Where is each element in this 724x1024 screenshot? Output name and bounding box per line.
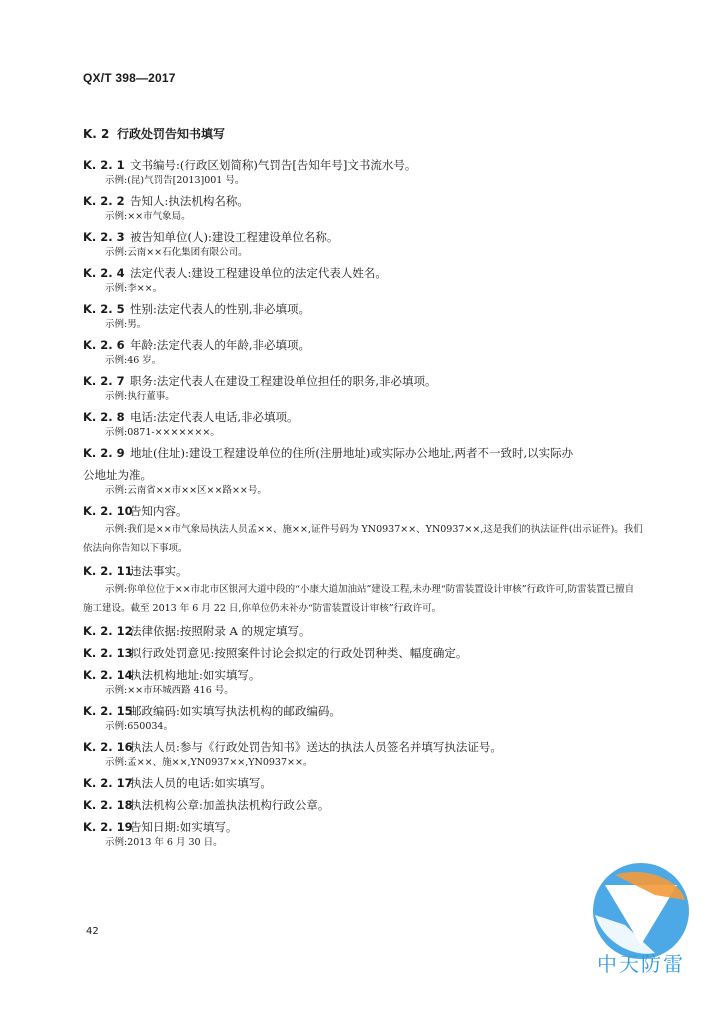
clause-line xyxy=(83,370,643,392)
clause-text: 执法人员:参与《行政处罚告知书》送达的执法人员签名并填写执法证号。 xyxy=(130,740,502,754)
clause-number: K. 2. 18 xyxy=(83,798,133,812)
clause-number: K. 2. 2 xyxy=(83,194,125,208)
clause-example: 示例:(昆)气罚告[2013]001 号。 xyxy=(105,175,245,186)
watermark-text: 中天防雷 xyxy=(597,952,685,976)
clause-text: 法定代表人:建设工程建设单位的法定代表人姓名。 xyxy=(130,266,387,280)
clause-line xyxy=(83,560,643,582)
clause-list xyxy=(83,154,643,852)
clause-example: 示例:0871-×××××××。 xyxy=(105,427,220,438)
clause-text: 告知内容。 xyxy=(130,504,188,518)
clause-number: K. 2. 11 xyxy=(83,564,133,578)
clause-example: 示例:2013 年 6 月 30 日。 xyxy=(105,837,223,848)
clause-text: 法律依据:按照附录 A 的规定填写。 xyxy=(130,624,311,638)
clause-item xyxy=(83,794,643,816)
clause-example: 示例:我们是××市气象局执法人员孟××、施××,证件号码为 YN0937××、YN0937××,这是我们的执法证件(出示证件)。我们依法向你告知以下事项。 xyxy=(83,524,643,554)
clause-example: 示例:××市环城西路 416 号。 xyxy=(105,685,234,696)
section-number: K. 2 xyxy=(83,127,110,141)
clause-example: 示例:执行董事。 xyxy=(105,391,175,402)
clause-number: K. 2. 17 xyxy=(83,776,133,790)
clause-text: 告知人:执法机构名称。 xyxy=(130,194,249,208)
clause-text: 职务:法定代表人在建设工程建设单位担任的职务,非必填项。 xyxy=(130,374,437,388)
clause-item xyxy=(83,772,643,794)
clause-number: K. 2. 13 xyxy=(83,646,133,660)
clause-item xyxy=(83,620,643,642)
clause-example: 示例:孟××、施××,YN0937××,YN0937××。 xyxy=(105,757,313,768)
clause-line xyxy=(83,190,643,212)
clause-text: 邮政编码:如实填写执法机构的邮政编码。 xyxy=(130,704,341,718)
clause-text: 地址(住址):建设工程建设单位的住所(注册地址)或实际办公地址,两者不一致时,以实际办 xyxy=(130,446,574,460)
clause-line xyxy=(83,736,643,758)
clause-item xyxy=(83,226,643,260)
clause-line xyxy=(83,816,643,838)
clause-line xyxy=(83,664,643,686)
clause-item xyxy=(83,736,643,770)
clause-item xyxy=(83,700,643,734)
clause-example: 示例:云南××石化集团有限公司。 xyxy=(105,247,248,258)
clause-text: 执法机构地址:如实填写。 xyxy=(130,668,261,682)
clause-item xyxy=(83,500,643,558)
section-heading xyxy=(83,125,225,142)
clause-line xyxy=(83,262,643,284)
clause-line xyxy=(83,298,643,320)
clause-number: K. 2. 4 xyxy=(83,266,125,280)
clause-number: K. 2. 1 xyxy=(83,158,125,172)
clause-line xyxy=(83,794,643,816)
clause-text: 违法事实。 xyxy=(130,564,188,578)
clause-example: 示例:云南省××市××区××路××号。 xyxy=(105,485,267,496)
clause-number: K. 2. 12 xyxy=(83,624,133,638)
clause-text: 告知日期:如实填写。 xyxy=(130,820,238,834)
clause-item xyxy=(83,406,643,440)
clause-number: K. 2. 3 xyxy=(83,230,125,244)
clause-number: K. 2. 10 xyxy=(83,504,133,518)
clause-item xyxy=(83,298,643,332)
clause-example: 示例:你单位位于××市北市区银河大道中段的“小康大道加油站”建设工程,未办理“防雷装置设计审核”行政许可,防雷装置已擅自施工建设。截至 2013 年 6 月 22 日,你单位仍未补办“防雷装置设计审核”行政许可。 xyxy=(83,584,635,614)
clause-number: K. 2. 7 xyxy=(83,374,125,388)
clause-item xyxy=(83,190,643,224)
clause-item xyxy=(83,442,643,498)
clause-line xyxy=(83,442,643,464)
clause-text: 拟行政处罚意见:按照案件讨论会拟定的行政处罚种类、幅度确定。 xyxy=(130,646,468,660)
clause-text: 年龄:法定代表人的年龄,非必填项。 xyxy=(130,338,311,352)
clause-text: 执法机构公章:加盖执法机构行政公章。 xyxy=(130,798,330,812)
clause-number: K. 2. 16 xyxy=(83,740,133,754)
clause-line xyxy=(83,154,643,176)
clause-item xyxy=(83,560,643,618)
clause-item xyxy=(83,664,643,698)
clause-number: K. 2. 14 xyxy=(83,668,133,682)
clause-example: 示例:650034。 xyxy=(105,721,173,732)
clause-number: K. 2. 6 xyxy=(83,338,125,352)
clause-example: 示例:××市气象局。 xyxy=(105,211,191,222)
clause-item xyxy=(83,334,643,368)
standard-code: QX/T 398—2017 xyxy=(83,71,176,85)
clause-line xyxy=(83,620,643,642)
page-number: 42 xyxy=(86,926,99,937)
clause-item xyxy=(83,370,643,404)
clause-line xyxy=(83,500,643,522)
clause-item xyxy=(83,816,643,850)
clause-line xyxy=(83,772,643,794)
clause-number: K. 2. 8 xyxy=(83,410,125,424)
clause-number: K. 2. 15 xyxy=(83,704,133,718)
clause-example: 示例:46 岁。 xyxy=(105,355,162,366)
clause-text-continuation: 公地址为准。 xyxy=(83,468,152,482)
clause-text: 电话:法定代表人电话,非必填项。 xyxy=(130,410,299,424)
clause-item xyxy=(83,154,643,188)
clause-line xyxy=(83,334,643,356)
clause-example: 示例:男。 xyxy=(105,319,147,330)
clause-item xyxy=(83,262,643,296)
clause-text: 执法人员的电话:如实填写。 xyxy=(130,776,272,790)
clause-text: 被告知单位(人):建设工程建设单位名称。 xyxy=(130,230,339,244)
clause-text: 性别:法定代表人的性别,非必填项。 xyxy=(130,302,311,316)
clause-example: 示例:李××。 xyxy=(105,283,163,294)
clause-text: 文书编号:(行政区划简称)气罚告[告知年号]文书流水号。 xyxy=(130,158,417,172)
clause-number: K. 2. 19 xyxy=(83,820,133,834)
clause-item xyxy=(83,642,643,664)
clause-line xyxy=(83,642,643,664)
clause-line xyxy=(83,406,643,428)
clause-number: K. 2. 5 xyxy=(83,302,125,316)
clause-line xyxy=(83,226,643,248)
section-title: 行政处罚告知书填写 xyxy=(117,127,226,141)
clause-line xyxy=(83,700,643,722)
clause-number: K. 2. 9 xyxy=(83,446,125,460)
